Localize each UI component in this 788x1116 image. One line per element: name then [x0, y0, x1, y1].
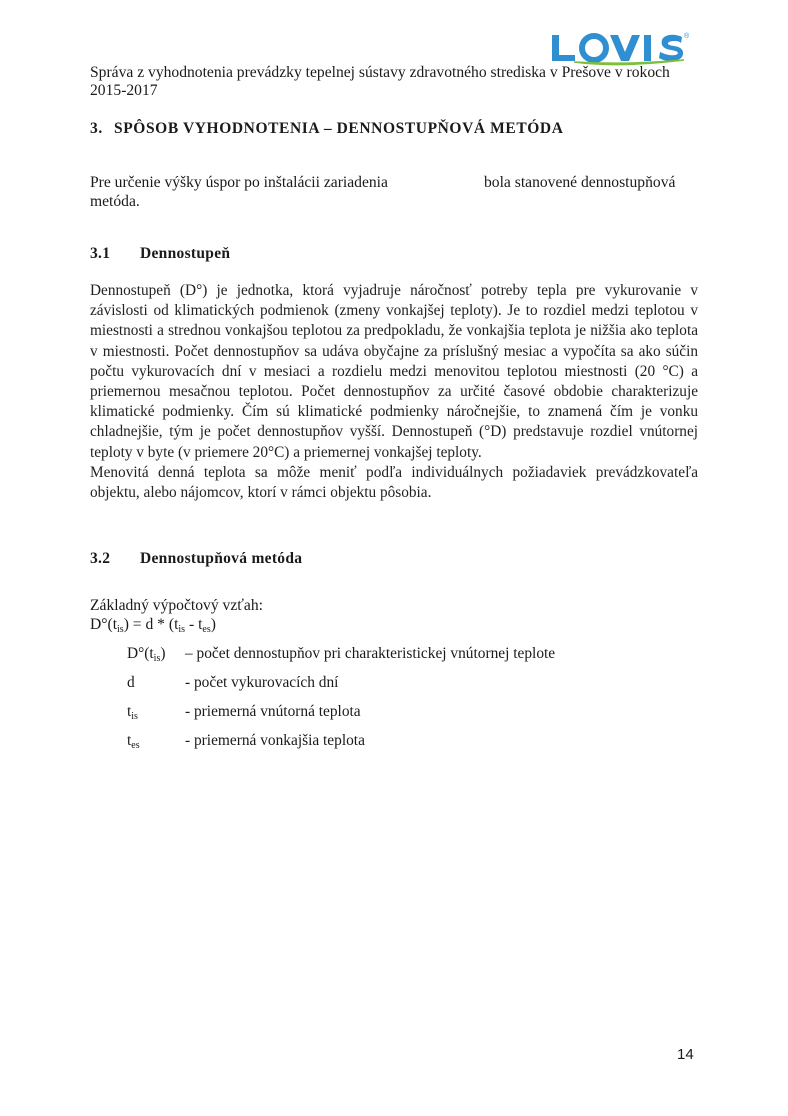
intro-text-right: bola stanovené dennostupňová: [484, 174, 676, 191]
lovis-logo-graphic: [548, 30, 692, 66]
section-title: SPÔSOB VYHODNOTENIA – DENNOSTUPŇOVÁ METÓDA: [114, 120, 564, 137]
document-header-title: Správa z vyhodnotenia prevádzky tepelnej sústavy zdravotného strediska v Prešove v rokoch 2015-2017: [90, 64, 670, 99]
intro-text-left: Pre určenie výšky úspor po inštalácii zariadenia: [90, 174, 388, 191]
section-3-heading: [90, 120, 564, 138]
formula-part: - t: [185, 616, 203, 633]
definition-symbol: $t_{is}$: [127, 703, 138, 722]
subsection-number: 3.2: [90, 550, 111, 567]
page-number: 14: [677, 1046, 694, 1063]
definition-symbol: d: [127, 674, 135, 691]
definition-text: – počet dennostupňov pri charakteristickej vnútornej teplote: [185, 645, 556, 662]
svg-text:®: ®: [684, 33, 690, 40]
formula-part: ) = d * (t: [123, 616, 179, 633]
paragraph: Menovitá denná teplota sa môže meniť podľa individuálnych požiadaviek prevádzkovateľa objektu, alebo nájomcov, ktorí v rámci objektu pôsobia.: [90, 463, 698, 502]
definition-symbol: $D^\circ(t_{is})$: [127, 645, 166, 664]
formula-label: Základný výpočtový vzťah:: [90, 597, 263, 614]
definition-text: - počet vykurovacích dní: [185, 674, 339, 691]
intro-text-end: metóda.: [90, 193, 140, 210]
definition-text: - priemerná vnútorná teplota: [185, 703, 361, 720]
subsection-number: 3.1: [90, 245, 111, 262]
formula-subscript: es: [202, 624, 211, 635]
subsection-title: Dennostupeň: [140, 245, 231, 262]
section-3-2-heading: [90, 550, 302, 568]
formula-part: D°(t: [90, 616, 118, 633]
dennostupen-description: [90, 281, 698, 503]
definition-symbol: $t_{es}$: [127, 732, 140, 751]
formula: [90, 615, 216, 634]
formula-part: ): [210, 616, 216, 633]
subsection-title: Dennostupňová metóda: [140, 550, 303, 567]
lovis-logo: [548, 30, 692, 66]
definition-text: - priemerná vonkajšia teplota: [185, 732, 365, 749]
paragraph: Dennostupeň (D°) je jednotka, ktorá vyjadruje náročnosť potreby tepla pre vykurovanie v závislosti od klimatických podmienok (zmeny vonkajšej teploty). Je to rozdiel medzi teplotou v miestnosti a strednou vonkajšou teplotou za predpokladu, že vonkajšia teplota je nižšia ako teplota v miestnosti. Počet dennostupňov sa udáva obyčajne za príslušný mesiac a vypočíta sa ako súčin počtu vykurovacích dní v mesiaci a rozdielu medzi menovitou teplotou miestnosti (20 °C) a priemernou mesačnou teplotou. Počet dennostupňov za určité časové obdobie charakterizuje klimatické podmienky. Čím sú klimatické podmienky náročnejšie, to znamená čím je vonku chladnejšie, tým je počet dennostupňov vyšší. Dennostupeň (°D) predstavuje rozdiel vnútornej teploty v byte (v priemere 20°C) a priemernej vonkajšej teploty.: [90, 282, 698, 461]
section-3-1-heading: [90, 245, 230, 263]
section-number: 3.: [90, 120, 103, 137]
formula-subscript: is: [178, 624, 186, 635]
formula-subscript: is: [117, 624, 124, 635]
